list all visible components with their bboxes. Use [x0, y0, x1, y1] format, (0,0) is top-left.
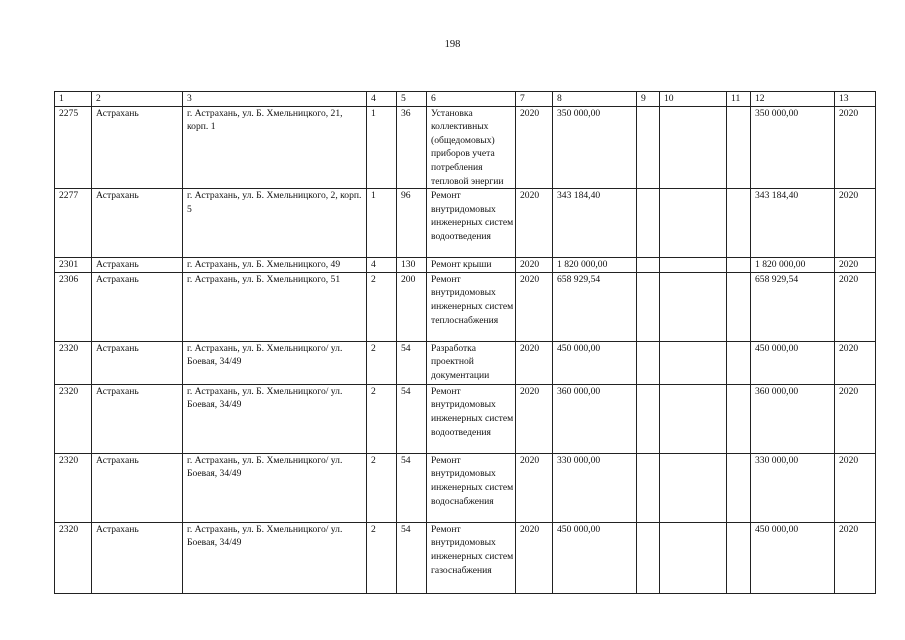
col5-cell: 200 [397, 272, 427, 341]
column-header: 3 [183, 92, 367, 107]
address-cell: г. Астрахань, ул. Б. Хмельницкого/ ул. Боевая, 34/49 [183, 453, 367, 522]
work-type-cell: Ремонт внутридомовых инженерных систем водоотведения [427, 189, 516, 258]
amount-total-cell: 450 000,00 [751, 341, 835, 384]
work-type-cell: Установка коллективных (общедомовых) приборов учета потребления тепловой энергии [427, 106, 516, 189]
amount-total-cell: 360 000,00 [751, 384, 835, 453]
row-id-cell: 2301 [55, 258, 92, 273]
amount-cell: 450 000,00 [553, 341, 637, 384]
year-end-cell: 2020 [835, 453, 876, 522]
col10-cell [660, 384, 727, 453]
year-end-cell: 2020 [835, 106, 876, 189]
col5-cell: 54 [397, 453, 427, 522]
column-header: 12 [751, 92, 835, 107]
col5-cell: 54 [397, 522, 427, 593]
col5-cell: 36 [397, 106, 427, 189]
column-header: 1 [55, 92, 92, 107]
col4-cell: 2 [367, 384, 397, 453]
table-row [55, 258, 876, 273]
col10-cell [660, 106, 727, 189]
col11-cell [727, 384, 751, 453]
address-cell: г. Астрахань, ул. Б. Хмельницкого/ ул. Боевая, 34/49 [183, 384, 367, 453]
work-type-cell: Ремонт внутридомовых инженерных систем теплоснабжения [427, 272, 516, 341]
col4-cell: 2 [367, 522, 397, 593]
year-end-cell: 2020 [835, 258, 876, 273]
row-id-cell: 2306 [55, 272, 92, 341]
amount-cell: 1 820 000,00 [553, 258, 637, 273]
city-cell: Астрахань [92, 272, 183, 341]
col9-cell [637, 272, 660, 341]
amount-total-cell: 330 000,00 [751, 453, 835, 522]
year-cell: 2020 [516, 272, 553, 341]
col10-cell [660, 189, 727, 258]
column-header: 13 [835, 92, 876, 107]
column-header: 7 [516, 92, 553, 107]
year-end-cell: 2020 [835, 522, 876, 593]
work-type-cell: Ремонт внутридомовых инженерных систем водоснабжения [427, 453, 516, 522]
city-cell: Астрахань [92, 341, 183, 384]
amount-cell: 343 184,40 [553, 189, 637, 258]
col11-cell [727, 258, 751, 273]
table-row [55, 384, 876, 453]
table-row [55, 106, 876, 189]
year-cell: 2020 [516, 258, 553, 273]
work-type-cell: Ремонт внутридомовых инженерных систем газоснабжения [427, 522, 516, 593]
amount-cell: 330 000,00 [553, 453, 637, 522]
col11-cell [727, 272, 751, 341]
col9-cell [637, 453, 660, 522]
column-header: 9 [637, 92, 660, 107]
year-cell: 2020 [516, 189, 553, 258]
col11-cell [727, 453, 751, 522]
col5-cell: 130 [397, 258, 427, 273]
address-cell: г. Астрахань, ул. Б. Хмельницкого/ ул. Боевая, 34/49 [183, 341, 367, 384]
col4-cell: 2 [367, 453, 397, 522]
table-header-row [55, 92, 876, 107]
col10-cell [660, 522, 727, 593]
col11-cell [727, 106, 751, 189]
table-row [55, 189, 876, 258]
col9-cell [637, 258, 660, 273]
work-type-cell: Ремонт внутридомовых инженерных систем водоотведения [427, 384, 516, 453]
year-end-cell: 2020 [835, 384, 876, 453]
amount-total-cell: 450 000,00 [751, 522, 835, 593]
col10-cell [660, 341, 727, 384]
city-cell: Астрахань [92, 189, 183, 258]
amount-cell: 658 929,54 [553, 272, 637, 341]
city-cell: Астрахань [92, 522, 183, 593]
address-cell: г. Астрахань, ул. Б. Хмельницкого, 49 [183, 258, 367, 273]
column-header: 5 [397, 92, 427, 107]
address-cell: г. Астрахань, ул. Б. Хмельницкого, 2, корп. 5 [183, 189, 367, 258]
col4-cell: 1 [367, 106, 397, 189]
row-id-cell: 2320 [55, 453, 92, 522]
row-id-cell: 2320 [55, 522, 92, 593]
column-header: 11 [727, 92, 751, 107]
city-cell: Астрахань [92, 453, 183, 522]
amount-cell: 450 000,00 [553, 522, 637, 593]
col5-cell: 96 [397, 189, 427, 258]
col9-cell [637, 384, 660, 453]
row-id-cell: 2320 [55, 341, 92, 384]
year-end-cell: 2020 [835, 189, 876, 258]
year-end-cell: 2020 [835, 272, 876, 341]
col9-cell [637, 189, 660, 258]
col11-cell [727, 189, 751, 258]
col9-cell [637, 341, 660, 384]
amount-total-cell: 658 929,54 [751, 272, 835, 341]
col4-cell: 4 [367, 258, 397, 273]
address-cell: г. Астрахань, ул. Б. Хмельницкого, 21, корп. 1 [183, 106, 367, 189]
row-id-cell: 2320 [55, 384, 92, 453]
page-number: 198 [444, 39, 461, 50]
amount-cell: 360 000,00 [553, 384, 637, 453]
city-cell: Астрахань [92, 258, 183, 273]
col5-cell: 54 [397, 384, 427, 453]
col10-cell [660, 272, 727, 341]
row-id-cell: 2277 [55, 189, 92, 258]
work-type-cell: Разработка проектной документации [427, 341, 516, 384]
col9-cell [637, 106, 660, 189]
city-cell: Астрахань [92, 384, 183, 453]
row-id-cell: 2275 [55, 106, 92, 189]
data-table [54, 91, 876, 594]
table-row [55, 453, 876, 522]
col4-cell: 2 [367, 341, 397, 384]
year-cell: 2020 [516, 341, 553, 384]
work-type-cell: Ремонт крыши [427, 258, 516, 273]
year-cell: 2020 [516, 453, 553, 522]
column-header: 8 [553, 92, 637, 107]
col4-cell: 2 [367, 272, 397, 341]
column-header: 4 [367, 92, 397, 107]
col11-cell [727, 341, 751, 384]
amount-total-cell: 343 184,40 [751, 189, 835, 258]
column-header: 10 [660, 92, 727, 107]
col9-cell [637, 522, 660, 593]
table-row [55, 522, 876, 593]
year-end-cell: 2020 [835, 341, 876, 384]
address-cell: г. Астрахань, ул. Б. Хмельницкого/ ул. Боевая, 34/49 [183, 522, 367, 593]
column-header: 2 [92, 92, 183, 107]
amount-total-cell: 350 000,00 [751, 106, 835, 189]
amount-total-cell: 1 820 000,00 [751, 258, 835, 273]
year-cell: 2020 [516, 384, 553, 453]
col5-cell: 54 [397, 341, 427, 384]
table-body [55, 92, 876, 594]
col10-cell [660, 453, 727, 522]
table-row [55, 272, 876, 341]
year-cell: 2020 [516, 106, 553, 189]
city-cell: Астрахань [92, 106, 183, 189]
col10-cell [660, 258, 727, 273]
col4-cell: 1 [367, 189, 397, 258]
column-header: 6 [427, 92, 516, 107]
col11-cell [727, 522, 751, 593]
table-row [55, 341, 876, 384]
address-cell: г. Астрахань, ул. Б. Хмельницкого, 51 [183, 272, 367, 341]
year-cell: 2020 [516, 522, 553, 593]
amount-cell: 350 000,00 [553, 106, 637, 189]
